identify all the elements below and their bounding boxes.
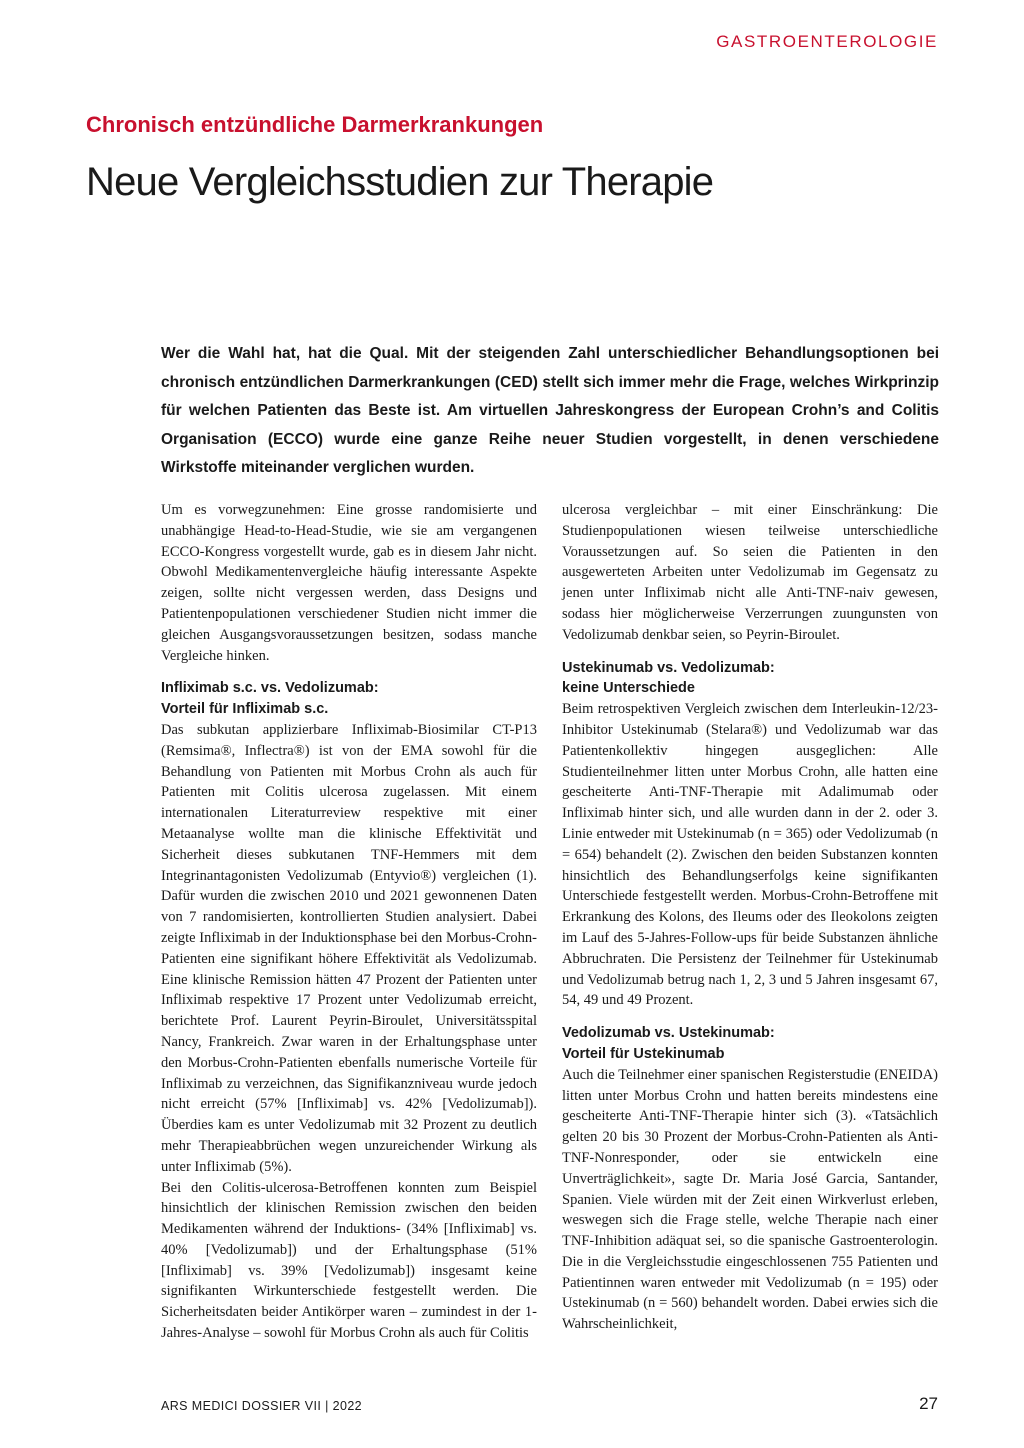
body-paragraph: Auch die Teilnehmer einer spanischen Registerstudie (ENEIDA) litten unter Morbus Crohn und hatten bereits mindestens eine gescheiterte Anti-TNF-Therapie hinter sich (3). «Tatsächlich gelten 20 bis 30 Prozent der Morbus-Crohn-Patienten als Anti-TNF-Nonresponder, oder sie entwickeln eine Unverträglichkeit», sagte Dr. Maria José Garcia, Santander, Spanien. Viele würden mit der Zeit einen Wirkverlust erleben, weswegen sich die Frage stelle, welche Therapie nach einer TNF-Inhibition adäquat sei, so die spanische Gastroenterologin. Die in die Vergleichsstudie eingeschlossenen 755 Patienten und Patientinnen waren entweder mit Vedolizumab (n = 195) oder Ustekinumab (n = 560) behandelt worden. Dabei erwies sich die Wahrscheinlichkeit, [562, 1066, 938, 1333]
section-heading-ustekinumab [562, 658, 938, 700]
section-heading-line: Vedolizumab vs. Ustekinumab: [562, 1025, 775, 1042]
section-label: GASTROENTEROLOGIE [716, 32, 938, 51]
article-kicker: Chronisch entzündliche Darmerkrankungen [86, 112, 544, 137]
section-heading-line: Vorteil für Ustekinumab [562, 1045, 725, 1062]
body-paragraph: Das subkutan applizierbare Infliximab-Biosimilar CT-P13 (Remsima®, Inflectra®) ist von der EMA sowohl für die Behandlung von Patienten mit Morbus Crohn als auch für Patienten mit Colitis ulcerosa zugelassen. Mit einem internationalen Literaturreview respektive mit einer Metaanalyse wollte man die klinische Effektivität und Sicherheit dieses subkutanen TNF-Hemmers mit dem Integrinantagonisten Vedolizumab (Entyvio®) vergleichen (1). Dafür wurden die zwischen 2010 und 2021 gewonnenen Daten von 7 randomisierten, kontrollierten Studien analysiert. Dabei zeigte Infliximab in der Induktionsphase bei den Morbus-Crohn-Patienten eine signifikant höhere Effektivität als Vedolizumab. Eine klinische Remission hätten 47 Prozent der Patienten unter Infliximab respektive 17 Prozent unter Vedolizumab erreicht, berichtete Prof. Laurent Peyrin-Biroulet, Universitätsspital Nancy, Frankreich. Zwar waren in der Erhaltungsphase unter den Morbus-Crohn-Patienten ebenfalls numerische Vorteile für Infliximab zu verzeichnen, das Signifikanzniveau wurde jedoch nicht erreicht (57% [Infliximab] vs. 42% [Vedolizumab]). Überdies kam es unter Vedolizumab mit 32 Prozent zu deutlich mehr Therapieabbrüchen wegen unzureichender Wirkung als unter Infliximab (5%). [161, 721, 537, 1175]
section-heading-line: keine Unterschiede [562, 680, 695, 697]
section-heading-line: Ustekinumab vs. Vedolizumab: [562, 659, 775, 676]
lead-paragraph: Wer die Wahl hat, hat die Qual. Mit der steigenden Zahl unterschiedlicher Behandlungsoptionen bei chronisch entzündlichen Darmerkrankungen (CED) stellt sich immer mehr die Frage, welches Wirkprinzip für welchen Patienten das Beste ist. Am virtuellen Jahreskongress der European Crohn’s and Colitis Organisation (ECCO) wurde eine ganze Reihe neuer Studien vorgestellt, in denen verschiedene Wirkstoffe miteinander verglichen wurden. [161, 345, 939, 476]
section-heading-infliximab [161, 678, 537, 720]
body-paragraph: Beim retrospektiven Vergleich zwischen dem Interleukin-12/23-Inhibitor Ustekinumab (Stelara®) und Vedolizumab war das Patientenkollektiv hingegen ausgeglichen: Alle Studienteilnehmer litten unter Morbus Crohn, alle hatten eine gescheiterte Anti-TNF-Therapie mit Adalimumab oder Infliximab hinter sich, und alle wurden dann in der 2. oder 3. Linie entweder mit Ustekinumab (n = 365) oder Vedolizumab (n = 654) behandelt (2). Zwischen den beiden Substanzen konnten hinsichtlich des Behandlungserfolgs keine signifikanten Unterschiede festgestellt werden. Morbus-Crohn-Betroffene mit Erkrankung des Kolons, des Ileums oder des Ileokolons zeigten im Lauf des 5-Jahres-Follow-ups für beide Substanzen ähnliche Abbruchraten. Die Persistenz der Teilnehmer für Ustekinumab und Vedolizumab betrug nach 1, 2, 3 und 5 Jahren insgesamt 67, 54, 49 und 49 Prozent. [562, 701, 938, 1009]
article-title: Neue Vergleichsstudien zur Therapie [86, 160, 714, 204]
body-paragraph: Bei den Colitis-ulcerosa-Betroffenen konnten zum Beispiel hinsichtlich der klinischen Remission zwischen den beiden Medikamenten während der Induktions- (34% [Infliximab] vs. 40% [Vedolizumab]) und der Erhaltungsphase (51% [Infliximab] vs. 39% [Vedolizumab]) insgesamt keine signifikanten Wirkunterschiede festgestellt werden. Die Sicherheitsdaten beider Antikörper waren – zumindest in der 1-Jahres-Analyse – sowohl für Morbus Crohn als auch für Colitis [161, 1179, 537, 1342]
section-heading-line: Vorteil für Infliximab s.c. [161, 701, 329, 718]
right-column [562, 500, 938, 1335]
intro-paragraph: Um es vorwegzunehmen: Eine grosse randomisierte und unabhängige Head-to-Head-Studie, wie sie am vergangenen ECCO-Kongress vorgestellt wurde, gab es in diesem Jahr nicht. Obwohl Medikamentenvergleiche häufig interessante Aspekte zeigen, sollte nicht vergessen werden, dass Designs und Patientenpopulationen verschiedener Studien nicht immer die gleichen Ausgangsvoraussetzungen besitzen, sodass manche Vergleiche hinken. [161, 502, 537, 664]
section-heading-vedolizumab [562, 1023, 938, 1065]
section-heading-line: Infliximab s.c. vs. Vedolizumab: [161, 680, 379, 697]
page-number: 27 [919, 1394, 938, 1413]
footer-publication: ARS MEDICI DOSSIER VII | 2022 [161, 1399, 363, 1413]
body-paragraph: ulcerosa vergleichbar – mit einer Einschränkung: Die Studienpopulationen wiesen teilweise unterschiedliche Voraussetzungen auf. So seien die Patienten in den ausgewerteten Arbeiten unter Vedolizumab im Gegensatz zu jenen unter Infliximab nicht alle Anti-TNF-naiv gewesen, sodass hier möglicherweise Verzerrungen zuungunsten von Vedolizumab denkbar seien, so Peyrin-Biroulet. [562, 502, 938, 643]
left-column [161, 500, 537, 1344]
